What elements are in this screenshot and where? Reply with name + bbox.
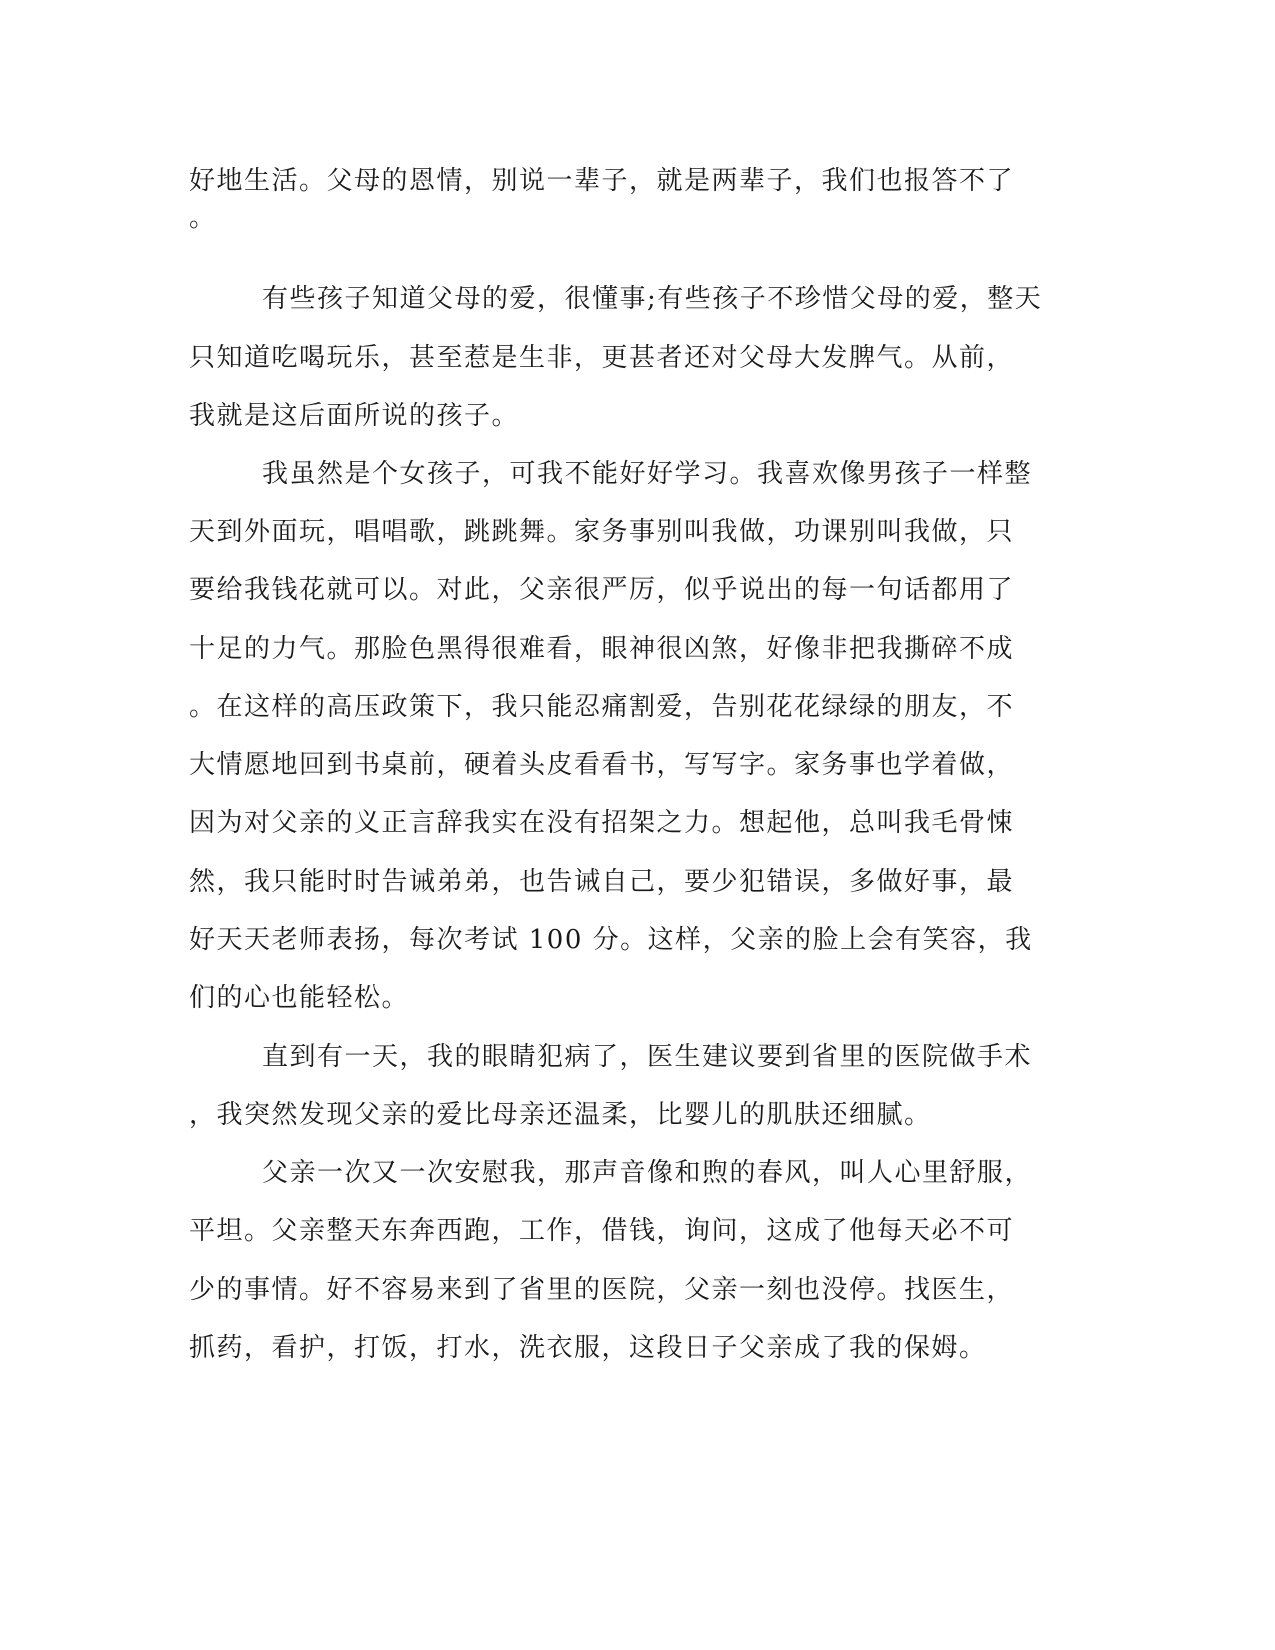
text-line: 天到外面玩，唱唱歌，跳跳舞。家务事别叫我做，功课别叫我做，只 — [189, 517, 1015, 547]
text-line: 好天天老师表扬，每次考试 100 分。这样，父亲的脸上会有笑容，我 — [189, 925, 1033, 955]
text-line: 好地生活。父母的恩情，别说一辈子，就是两辈子，我们也报答不了 — [189, 166, 1015, 196]
paragraph-first-line: 直到有一天，我的眼睛犯病了，医生建议要到省里的医院做手术 — [262, 1042, 1033, 1072]
text-line: 们的心也能轻松。 — [189, 983, 410, 1013]
text-line: 大情愿地回到书桌前，硬着头皮看看书，写写字。家务事也学着做， — [189, 750, 1015, 780]
paragraph-first-line: 父亲一次又一次安慰我，那声音像和煦的春风，叫人心里舒服， — [262, 1158, 1033, 1188]
text-line: ，我突然发现父亲的爱比母亲还温柔，比婴儿的肌肤还细腻。 — [189, 1100, 932, 1130]
text-line: 。在这样的高压政策下，我只能忍痛割爱，告别花花绿绿的朋友，不 — [189, 692, 1015, 722]
text-line: 抓药，看护，打饭，打水，洗衣服，这段日子父亲成了我的保姆。 — [189, 1333, 987, 1363]
text-line: 我就是这后面所说的孩子。 — [189, 401, 520, 431]
text-line: 平坦。父亲整天东奔西跑，工作，借钱，询问，这成了他每天必不可 — [189, 1216, 1015, 1246]
text-line: 然，我只能时时告诫弟弟，也告诫自己，要少犯错误，多做好事，最 — [189, 867, 1015, 897]
text-line: 只知道吃喝玩乐，甚至惹是生非，更甚者还对父母大发脾气。从前， — [189, 343, 1015, 373]
text-line: 。 — [189, 203, 217, 233]
text-line: 要给我钱花就可以。对此，父亲很严厉，似乎说出的每一句话都用了 — [189, 575, 1015, 605]
text-line: 少的事情。好不容易来到了省里的医院，父亲一刻也没停。找医生， — [189, 1275, 1015, 1305]
paragraph-first-line: 我虽然是个女孩子，可我不能好好学习。我喜欢像男孩子一样整 — [262, 459, 1033, 489]
paragraph-first-line: 有些孩子知道父母的爱，很懂事;有些孩子不珍惜父母的爱，整天 — [262, 284, 1043, 314]
text-line: 因为对父亲的义正言辞我实在没有招架之力。想起他，总叫我毛骨悚 — [189, 808, 1015, 838]
text-line: 十足的力气。那脸色黑得很难看，眼神很凶煞，好像非把我撕碎不成 — [189, 634, 1015, 664]
